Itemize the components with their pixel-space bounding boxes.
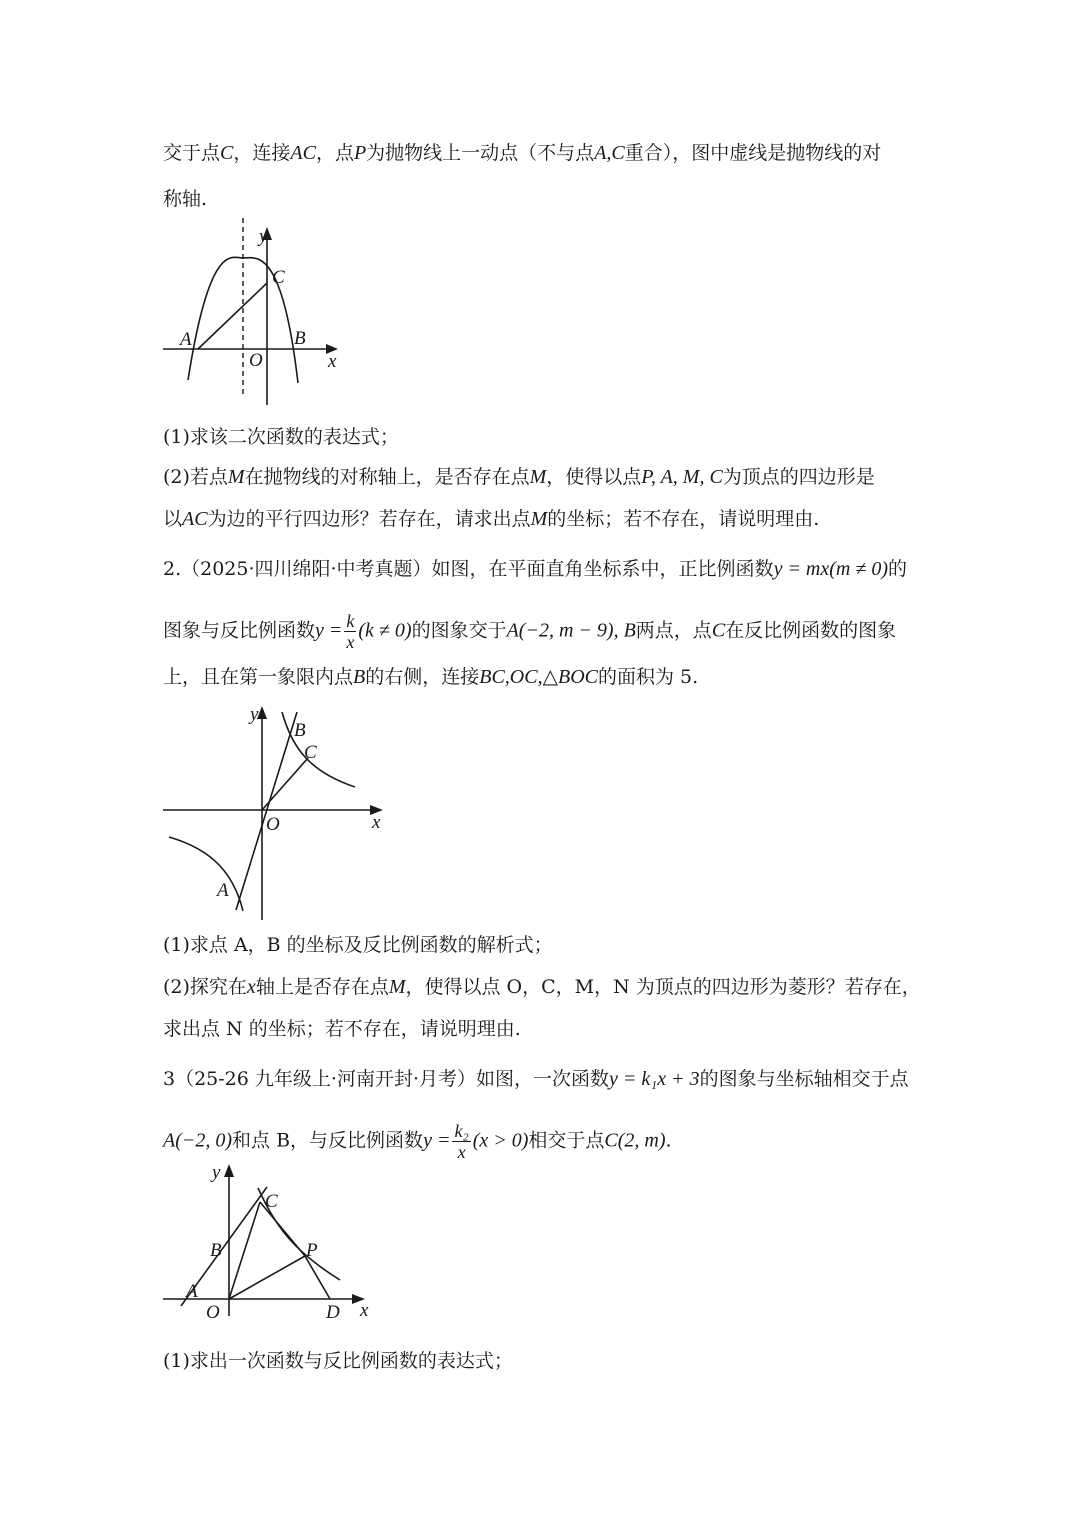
text: . — [665, 1129, 672, 1152]
math-eq1: y = k₁x + 3 — [608, 1068, 700, 1090]
p2-label-y: y — [250, 704, 259, 725]
text: ，使得以点 — [546, 466, 642, 488]
text: 的图象与坐标轴相交于点 — [699, 1068, 909, 1090]
p1-label-A: A — [180, 329, 192, 350]
p3-label-O: O — [206, 1302, 220, 1323]
p2-label-O: O — [266, 814, 280, 835]
text: 的坐标；若不存在，请说明理由. — [547, 508, 820, 530]
p3-label-x: x — [360, 1300, 369, 1321]
p1-label-C: C — [272, 267, 285, 288]
p3-label-P: P — [306, 1240, 318, 1261]
p3-segment-PD — [305, 1256, 330, 1299]
text: ，使得以点 O，C，M，N 为顶点的四边形为菱形？若存在， — [405, 976, 921, 998]
math-eq2-cond: (x > 0) — [472, 1129, 529, 1152]
text: 相交于点 — [528, 1129, 605, 1152]
p2-label-x: x — [372, 812, 381, 833]
frac-den: x — [457, 1142, 466, 1162]
text: 图象与反比例函数 — [163, 619, 316, 642]
math-BC-OC: BC,OC, — [479, 666, 543, 688]
text: 和点 B，与反比例函数 — [232, 1129, 424, 1152]
text: 的面积为 5. — [597, 666, 699, 688]
text: 在抛物线的对称轴上，是否存在点 — [244, 466, 530, 488]
p1-question1: (1)求该二次函数的表达式； — [163, 426, 399, 448]
p1-label-O: O — [249, 350, 263, 371]
p3-label-y: y — [212, 1162, 221, 1183]
text: 的图象交于 — [411, 619, 507, 642]
math-eq1-cond: (m ≠ 0) — [829, 558, 889, 580]
p2-question1: (1)求点 A，B 的坐标及反比例函数的解析式； — [163, 934, 553, 956]
math-AC: AC — [290, 142, 316, 164]
text: 在反比例函数的图象 — [725, 619, 897, 642]
p3-label-B: B — [210, 1240, 222, 1261]
text: 为边的平行四边形？若存在，请求出点 — [207, 508, 531, 530]
p1-label-x: x — [328, 351, 337, 372]
p3-label-C: C — [265, 1191, 278, 1212]
text: 上，且在第一象限内点 — [163, 666, 354, 688]
math-M: M — [529, 466, 547, 488]
text: 的右侧，连接 — [365, 666, 480, 688]
text: 3（25-26 九年级上·河南开封·月考）如图，一次函数 — [163, 1068, 609, 1090]
math-C: C — [711, 619, 726, 642]
math-eq2-cond: (k ≠ 0) — [358, 619, 412, 642]
math-A-C: A,C — [594, 142, 625, 164]
math-pointA: A(−2, 0) — [163, 1129, 233, 1152]
math-BOC: △BOC — [542, 666, 598, 688]
text: 为抛物线上一动点（不与点 — [366, 142, 595, 164]
math-M: M — [388, 976, 406, 998]
text: 交于点 — [163, 142, 221, 164]
frac-num: k₂ — [454, 1121, 469, 1141]
p3-y-arrow — [224, 1164, 234, 1177]
p1-label-B: B — [294, 328, 306, 349]
p1-line2: 称轴. — [163, 188, 208, 210]
text: 的 — [888, 558, 908, 580]
text: (2)若点 — [163, 466, 228, 488]
p3-label-A: A — [186, 1281, 198, 1302]
math-eq2-lhs: y = — [423, 1129, 451, 1152]
math-M: M — [530, 508, 548, 530]
math-C: C — [220, 142, 234, 164]
math-x: x — [246, 976, 256, 998]
math-PAMC: P, A, M, C — [641, 466, 723, 488]
p2-label-B: B — [294, 720, 306, 741]
text: 重合），图中虚线是抛物线的对 — [624, 142, 882, 164]
p3-label-D: D — [326, 1302, 340, 1323]
math-pointC: C(2, m) — [604, 1129, 666, 1152]
text: 以 — [163, 508, 183, 530]
p3-question1: (1)求出一次函数与反比例函数的表达式； — [163, 1350, 513, 1372]
p2-label-A: A — [217, 880, 229, 901]
text: 两点，点 — [635, 619, 712, 642]
text: 为顶点的四边形是 — [722, 466, 875, 488]
text: ，连接 — [233, 142, 291, 164]
p1-label-y: y — [259, 226, 268, 247]
text: (2)探究在 — [163, 976, 247, 998]
frac-num: k — [346, 611, 355, 631]
math-P: P — [353, 142, 367, 164]
frac-den: x — [346, 632, 355, 652]
math-M: M — [227, 466, 245, 488]
text: ，点 — [315, 142, 354, 164]
text: 轴上是否存在点 — [255, 976, 389, 998]
math-eq1: y = mx — [773, 558, 830, 580]
math-eq2-lhs: y = — [315, 619, 343, 642]
math-pointA: A(−2, m − 9), B — [506, 619, 636, 642]
p2-label-C: C — [304, 742, 317, 763]
math-B: B — [353, 666, 366, 688]
text: 2.（2025·四川绵阳·中考真题）如图，在平面直角坐标系中，正比例函数 — [163, 558, 774, 580]
math-AC: AC — [182, 508, 208, 530]
p2-question2-line2: 求出点 N 的坐标；若不存在，请说明理由. — [163, 1018, 521, 1040]
